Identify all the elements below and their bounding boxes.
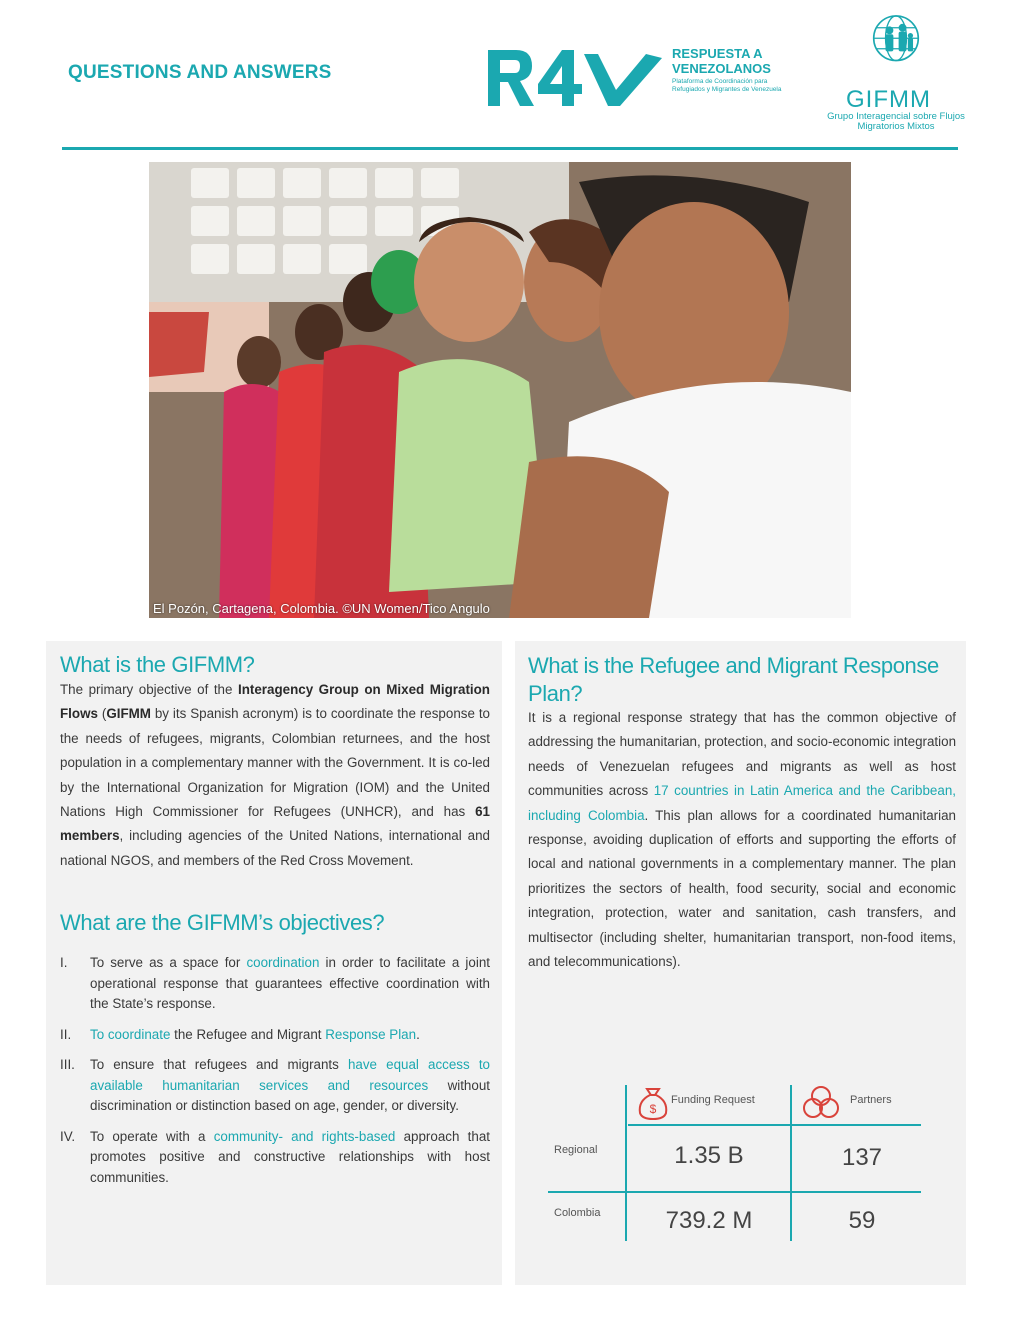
objective-link[interactable]: have equal access to available humanitarian services and resources [90,1057,490,1093]
objective-item [60,1055,490,1117]
text-span: , including agencies of the United Nations, international and national NGOS, and members of the Red Cross Movement. [60,828,490,868]
gifmm-subtitle: Grupo Interagencial sobre Flujos Migratorios Mixtos [827,111,965,132]
r4v-small-text: Plataforma de Coordinación para Refugiados y Migrantes de Venezuela [672,78,782,93]
regional-partners-value: 137 [841,1144,883,1171]
list-number: II. [60,1026,72,1042]
objective-link[interactable]: To coordinate [90,1026,171,1042]
colombia-partners-value: 59 [848,1207,876,1234]
text-span: approach that promotes positive and constructive relationships with host communities. [90,1128,490,1185]
table-divider [625,1085,627,1241]
table-divider [548,1191,921,1193]
r4v-line2: VENEZOLANOS [672,61,771,76]
members-link[interactable]: 61 members [60,804,490,844]
funding-table [548,1085,921,1245]
table-divider [628,1124,921,1126]
text-span: in order to facilitate a joint operational response that guarantees effective coordination with the State’s response. [90,955,490,1011]
text-span: It is a regional response strategy that has the common objective of addressing the humanitarian, protection, and socio-economic integration needs of Venezuelan refugees and migrants as well as host communities across [528,710,957,799]
text-span: ( [97,706,107,722]
col-head-funding: Funding Request [671,1094,755,1106]
objective-item [60,953,490,1015]
r4v-text-block [672,46,782,94]
col-head-partners: Partners [850,1094,892,1106]
response-plan-link[interactable]: Response Plan [325,1026,417,1042]
page-header-title: QUESTIONS AND ANSWERS [68,62,332,83]
section-body-response-plan [528,706,956,974]
countries-link[interactable]: 17 countries in Latin America and the Caribbean, including Colombia [528,783,956,823]
objective-item [60,1025,490,1046]
row-label-colombia: Colombia [554,1207,601,1219]
gifmm-name: GIFMM [846,86,931,113]
header-divider [62,147,958,150]
text-span: . This plan allows for a coordinated humanitarian response, avoiding duplication of efforts and supporting the efforts of local and national governments in a complementary manner. The plan prioritizes the sectors of health, food security, social and economic integration, protection, water and sanitation, cash transfers, and multisector (including shelter, humanitarian transport, non-food items, and telecommunications). [528,807,956,970]
colombia-funding-value: 739.2 M [665,1207,753,1234]
text-span: To operate with a [90,1128,214,1144]
photo-illustration [149,162,851,618]
text-span: The primary objective of the [60,682,238,697]
objective-item [60,1127,490,1189]
list-number: IV. [60,1128,76,1144]
r4v-line1: RESPUESTA A [672,46,763,61]
section-title-response-plan: What is the Refugee and Migrant Response Plan? [528,653,939,706]
section-body-what-is-gifmm [60,678,490,873]
hero-photo [149,162,851,618]
partners-circles-icon [800,1085,842,1121]
text-span: the Refugee and Migrant [170,1026,326,1042]
bold-text: GIFMM [106,706,151,722]
objective-link[interactable]: community- and rights-based [213,1128,396,1144]
gifmm-globe-logo [826,12,966,92]
objectives-list [60,953,490,1198]
section-title-objectives: What are the GIFMM’s objectives? [60,910,385,935]
r4v-logo [486,44,666,110]
row-label-regional: Regional [554,1144,598,1156]
section-title-what-is-gifmm: What is the GIFMM? [60,652,255,677]
money-bag-icon [636,1085,670,1121]
objective-link[interactable]: coordination [246,955,320,970]
text-span: To ensure that refugees and migrants [90,1057,348,1072]
photo-caption: El Pozón, Cartagena, Colombia. ©UN Women/Tico Angulo [153,601,490,616]
text-span: without discrimination or distinction based on age, gender, or diversity. [90,1077,490,1113]
text-span: by its Spanish acronym) is to coordinate the response to the needs of refugees, migrants, Colombian returnees, and the host population in a complementary manner with the Government. It is co-led by the International Organization for Migration (IOM) and the United Nations High Commissioner for Refugees (UNHCR), and has [60,706,490,820]
list-number: III. [60,1057,75,1072]
bold-text: Interagency Group on Mixed Migration Flows [60,682,490,722]
regional-funding-value: 1.35 B [674,1142,744,1169]
list-number: I. [60,955,68,970]
text-span: . [416,1026,420,1042]
svg-text:$: $ [649,1102,657,1116]
text-span: To serve as a space for [90,955,247,970]
